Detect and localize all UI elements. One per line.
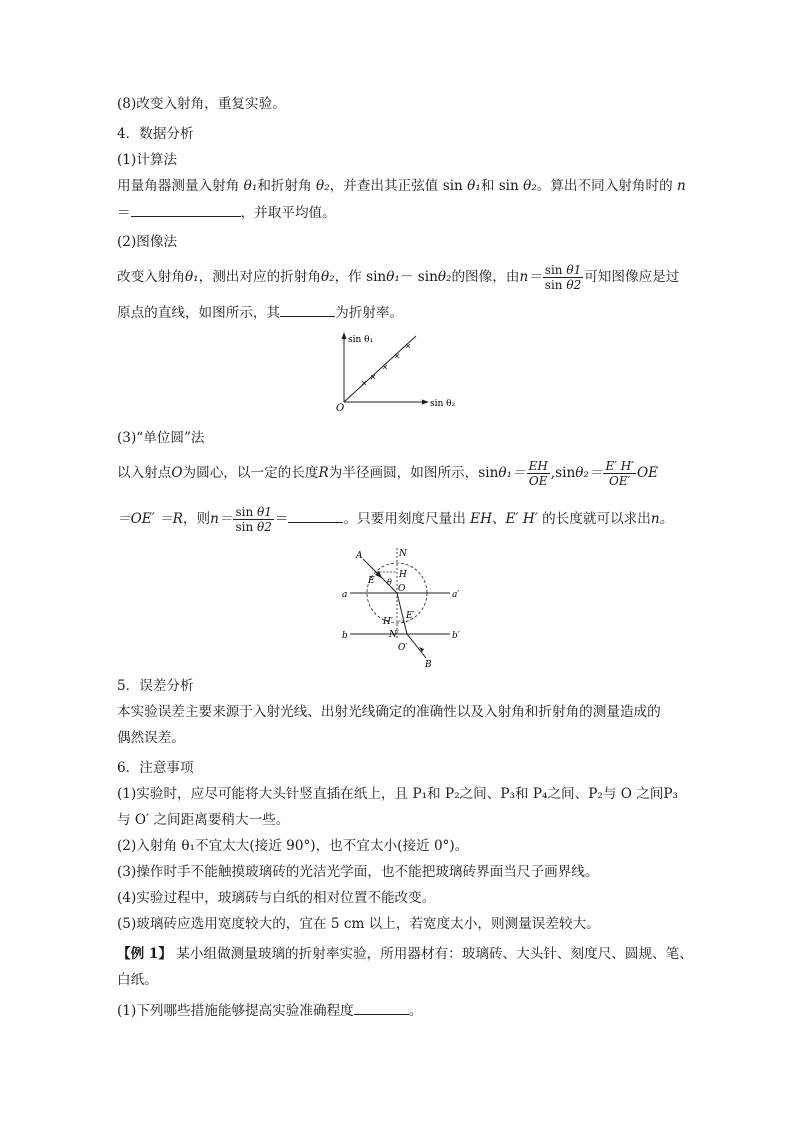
example-1-line-1: 【例 1】 某小组做测量玻璃的折射率实验，所用器材有：玻璃砖、大头针、刻度尺、圆规、笔、 — [117, 946, 693, 962]
method-2-line-1: 改变入射角θ₁，测出对应的折射角θ₂，作 sinθ₁－ sinθ₂的图像，由n＝ $\frac{\text{sin θ1}}{\text{sin θ2}}$ 可知图像应是过 — [117, 263, 680, 292]
data-point — [395, 354, 399, 358]
method-1-line-2: ＝ ，并取平均值。 — [117, 202, 336, 223]
unit-circle-diagram — [330, 545, 470, 670]
y-axis-label: sin θ₁ — [348, 335, 374, 345]
sin-ratio-fraction-2: $\frac{\text{sin θ1}}{\text{sin θ2}}$ — [235, 505, 272, 534]
method-1-title: (1)计算法 — [117, 152, 178, 168]
example-1-question-1: (1)下列哪些措施能够提高实验准确程度 。 — [117, 1000, 422, 1021]
sin-ratio-fraction: $\frac{\text{sin θ1}}{\text{sin θ2}}$ — [544, 263, 582, 292]
label-a-prime: a′ — [452, 590, 460, 600]
emergent-ray — [407, 634, 426, 658]
fit-line — [344, 336, 416, 402]
eh-fraction: $\frac{EH}{OE}$ — [528, 459, 548, 488]
label-O: O — [398, 584, 406, 594]
sin-graph — [330, 330, 470, 415]
method-3-title: (3)“单位圆”法 — [117, 430, 205, 446]
answer-blank[interactable] — [288, 508, 343, 523]
label-H-prime: H′ — [383, 617, 393, 627]
label-a: a — [342, 590, 348, 600]
section-6-title: 6．注意事项 — [117, 760, 194, 776]
label-b-prime: b′ — [452, 631, 460, 641]
x-axis-arrow — [422, 400, 429, 405]
label-O-prime: O′ — [398, 643, 408, 653]
method-2-line-2: 原点的直线，如图所示，其 为折射率。 — [117, 302, 403, 323]
section-5-title: 5．误差分析 — [117, 678, 194, 694]
label-E: E — [368, 576, 375, 586]
label-H: H — [399, 570, 407, 580]
method-3-line-1: 以入射点O为圆心，以一定的长度R为半径画圆，如图所示，sinθ₁＝ $\frac{EH}{OE}$ ,sinθ₂＝ $\frac{E' H'}{OE'}$ OE — [117, 459, 659, 488]
section-5-text-2: 偶然误差。 — [117, 730, 185, 746]
step-8-text: (8)改变入射角，重复实验。 — [117, 96, 286, 112]
label-theta: θ — [387, 578, 392, 587]
origin-label: O — [336, 403, 345, 414]
x-axis-label: sin θ₂ — [430, 399, 456, 409]
example-label: 【例 1】 — [117, 946, 172, 962]
example-1-line-2: 白纸。 — [117, 972, 158, 988]
note-1-line-1: (1)实验时，应尽可能将大头针竖直插在纸上，且 P₁和 P₂之间、P₃和 P₄之间、P₂与 O 之间P₃ — [117, 786, 678, 802]
label-b: b — [342, 631, 348, 641]
answer-blank[interactable] — [354, 1000, 409, 1015]
label-B: B — [425, 660, 432, 670]
section-5-text-1: 本实验误差主要来源于入射光线、出射光线确定的准确性以及入射角和折射角的测量造成的 — [117, 704, 661, 720]
section-4-title: 4．数据分析 — [117, 126, 194, 142]
method-1-line-1: 用量角器测量入射角 θ₁和折射角 θ₂，并查出其正弦值 sin θ₁和 sin θ₂。算出不同入射角时的 n — [117, 178, 686, 194]
label-N: N — [399, 549, 407, 559]
ehp-fraction: $\frac{E' H'}{OE'}$ — [605, 459, 634, 488]
label-A: A — [356, 551, 363, 561]
y-axis-arrow — [342, 332, 347, 339]
note-5: (5)玻璃砖应选用宽度较大的，宜在 5 cm 以上，若宽度太小，则测量误差较大。 — [117, 916, 600, 932]
answer-blank[interactable] — [131, 202, 241, 217]
answer-blank[interactable] — [280, 302, 335, 317]
note-2: (2)入射角 θ₁不宜太大(接近 90°)，也不宜太小(接近 0°)。 — [117, 838, 469, 854]
label-N-prime: N′ — [389, 630, 399, 640]
data-point — [383, 365, 387, 369]
data-point — [406, 344, 410, 348]
method-2-title: (2)图像法 — [117, 234, 178, 250]
method-3-line-2: ＝OE′ ＝R，则n＝ $\frac{\text{sin θ1}}{\text{sin θ2}}$ ＝ 。只要用刻度尺量出 EH、E′ H′ 的长度就可以求出n。 — [117, 505, 674, 534]
note-4: (4)实验过程中，玻璃砖与白纸的相对位置不能改变。 — [117, 890, 436, 906]
note-1-line-2: 与 O′ 之间距离要稍大一些。 — [117, 812, 290, 828]
note-3: (3)操作时手不能触摸玻璃砖的光洁光学面，也不能把玻璃砖界面当尺子画界线。 — [117, 864, 599, 880]
label-E-prime: E′ — [406, 611, 415, 621]
